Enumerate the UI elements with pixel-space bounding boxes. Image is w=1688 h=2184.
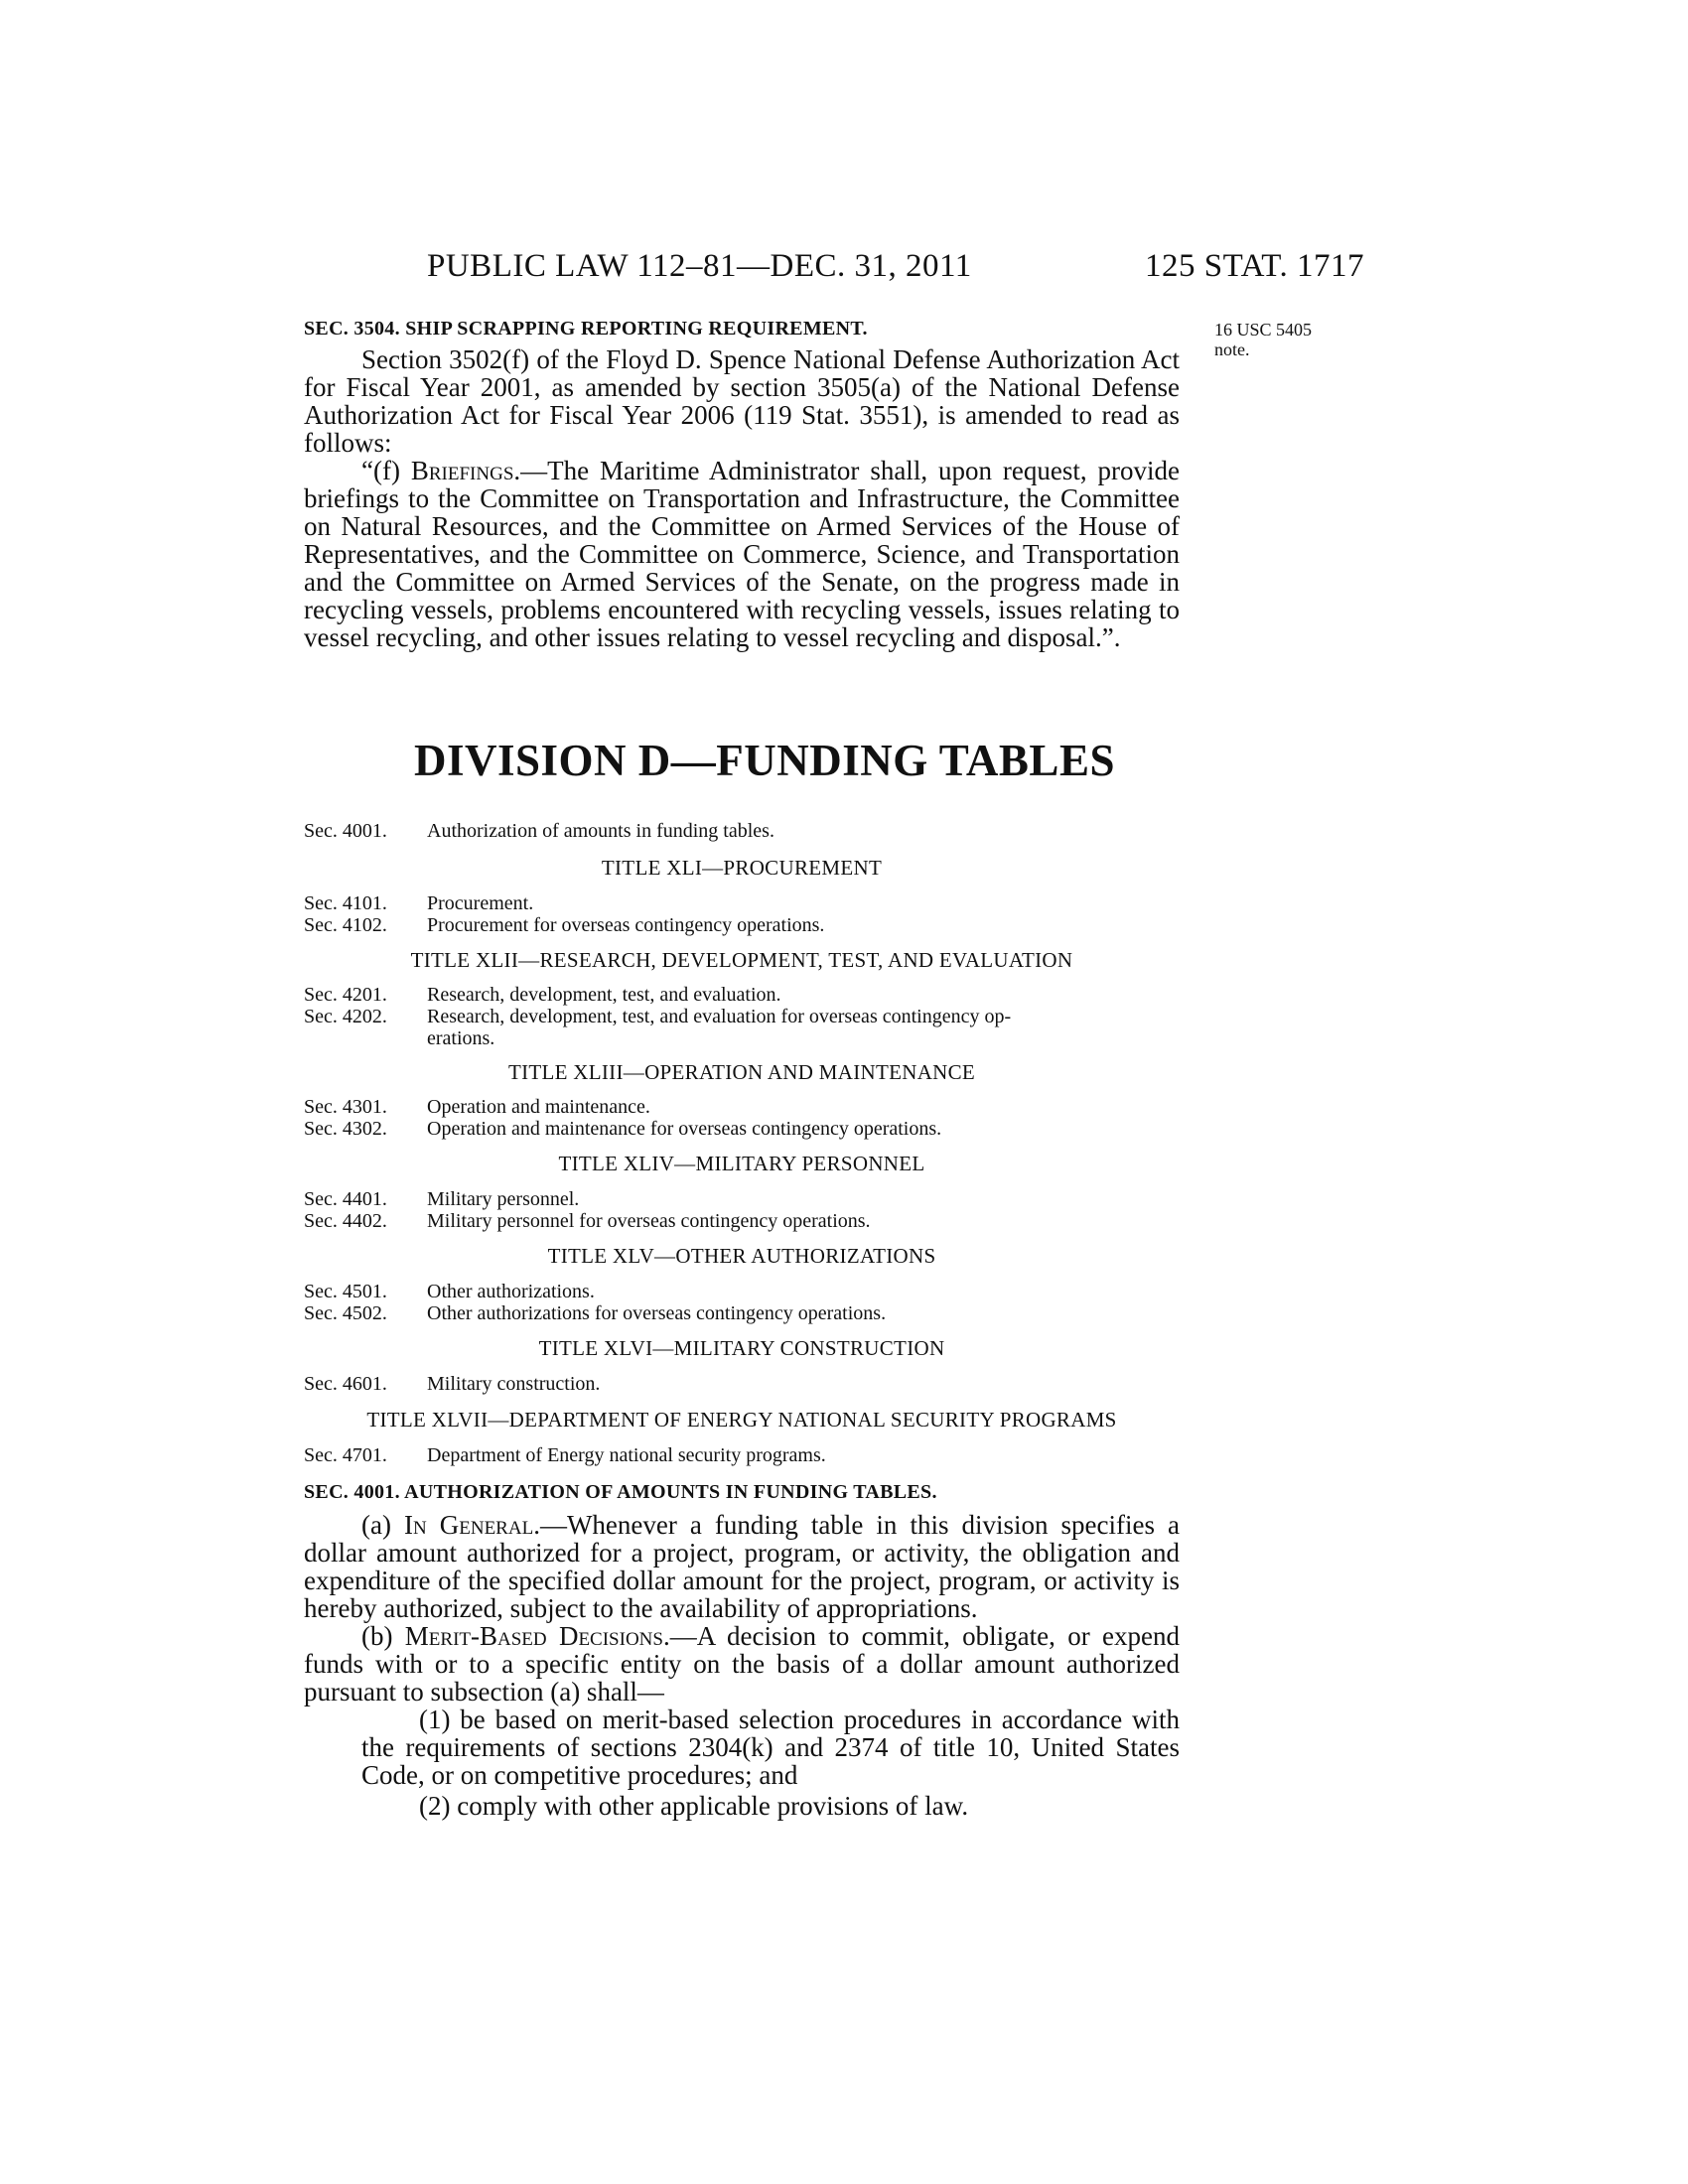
subsection-text: .—Whenever a funding table in this division specifies a dollar amount authorized for a project, program, or activity, the obligation and expenditure of the specified dollar amount for the project, program, or activity is hereby authorized, subject to the availability of appropriations. bbox=[304, 1510, 1181, 1623]
toc-group bbox=[304, 1281, 1197, 1324]
division-title: DIVISION D—FUNDING TABLES bbox=[414, 736, 1115, 785]
subsection-lead: (a) bbox=[361, 1510, 404, 1540]
subsection-lead: (b) bbox=[361, 1621, 405, 1651]
paragraph-text: .—The Maritime Administrator shall, upon request, provide briefings to the Committee on Transportation and Infrastructure, the Committee on Natural Resources, and the Committee on Armed Services of the House of Representatives, and the Committee on Commerce, Science, and Transportation and the Committee on Armed Services of the Senate, on the progress made in recycling vessels, problems encountered with recycling vessels, issues relating to vessel recycling, and other issues relating to vessel recycling and disposal.”. bbox=[304, 456, 1180, 652]
toc-title-heading: TITLE XLII—RESEARCH, DEVELOPMENT, TEST, AND EVALUATION bbox=[410, 948, 1073, 972]
toc-group bbox=[304, 1096, 1197, 1140]
subsection-caption: Merit-Based Decisions bbox=[404, 1621, 663, 1651]
toc-section-number: Sec. 4701. bbox=[304, 1444, 387, 1466]
paragraph-caption: Briefings bbox=[410, 456, 514, 485]
toc-section-title: Operation and maintenance. bbox=[427, 1096, 650, 1118]
section-heading: SEC. 4001. AUTHORIZATION OF AMOUNTS IN FUNDING TABLES. bbox=[304, 1481, 937, 1503]
toc-section-title: Other authorizations for overseas contingency operations. bbox=[427, 1302, 887, 1324]
toc-section-title-continued: erations. bbox=[427, 1027, 495, 1049]
margin-note-citation: 16 USC 5405 bbox=[1214, 320, 1313, 340]
toc-section-number: Sec. 4202. bbox=[304, 1006, 387, 1027]
toc-title-heading: TITLE XLVII—DEPARTMENT OF ENERGY NATIONAL SECURITY PROGRAMS bbox=[366, 1408, 1117, 1432]
toc-section-title: Research, development, test, and evaluation for overseas contingency op- bbox=[427, 1006, 1012, 1027]
toc-section-title: Operation and maintenance for overseas contingency operations. bbox=[427, 1118, 942, 1140]
toc-group bbox=[304, 1444, 1197, 1466]
running-header: PUBLIC LAW 112–81—DEC. 31, 2011 bbox=[427, 248, 972, 284]
toc-section-number: Sec. 4502. bbox=[304, 1302, 387, 1324]
toc-section-title: Authorization of amounts in funding tables. bbox=[427, 820, 774, 842]
section-heading: SEC. 3504. SHIP SCRAPPING REPORTING REQUIREMENT. bbox=[304, 318, 868, 340]
toc-section-title: Military construction. bbox=[427, 1373, 601, 1395]
toc-section-number: Sec. 4102. bbox=[304, 914, 387, 936]
toc-section-title: Research, development, test, and evaluation. bbox=[427, 984, 781, 1006]
paragraph-2: (2) comply with other applicable provisions of law. bbox=[419, 1791, 969, 1821]
toc-section-number: Sec. 4101. bbox=[304, 892, 387, 914]
toc-section-number: Sec. 4001. bbox=[304, 820, 387, 842]
section-3504 bbox=[304, 318, 1180, 651]
toc-group bbox=[304, 1373, 1197, 1395]
toc-section-number: Sec. 4402. bbox=[304, 1210, 387, 1232]
toc-group bbox=[304, 1188, 1197, 1232]
toc-title-heading: TITLE XLI—PROCUREMENT bbox=[601, 856, 883, 880]
paragraph-lead: “(f) bbox=[361, 456, 411, 485]
division-title-row bbox=[0, 735, 1688, 786]
margin-note-label: note. bbox=[1214, 340, 1250, 359]
quoted-paragraph bbox=[304, 457, 1180, 651]
toc-section-number: Sec. 4601. bbox=[304, 1373, 387, 1395]
subsection-b bbox=[304, 1622, 1180, 1706]
toc-section-number: Sec. 4401. bbox=[304, 1188, 387, 1210]
toc-section-number: Sec. 4301. bbox=[304, 1096, 387, 1118]
toc-title-heading: TITLE XLV—OTHER AUTHORIZATIONS bbox=[547, 1244, 936, 1268]
toc-group bbox=[304, 892, 1197, 936]
toc-section-number: Sec. 4501. bbox=[304, 1281, 387, 1302]
toc-section-number: Sec. 4302. bbox=[304, 1118, 387, 1140]
toc-section-title: Military personnel for overseas contingency operations. bbox=[427, 1210, 871, 1232]
toc-title-heading: TITLE XLIII—OPERATION AND MAINTENANCE bbox=[507, 1060, 976, 1084]
subsection-text: .—A decision to commit, obligate, or expend funds with or to a specific entity on the basis of a dollar amount authorized pursuant to subsection (a) shall— bbox=[304, 1621, 1180, 1706]
toc-section-title: Other authorizations. bbox=[427, 1281, 595, 1302]
toc-section-title: Procurement. bbox=[427, 892, 534, 914]
toc-section-title: Department of Energy national security programs. bbox=[427, 1444, 826, 1466]
toc-section-title: Procurement for overseas contingency operations. bbox=[427, 914, 825, 936]
subsection-caption: In General bbox=[404, 1510, 534, 1540]
paragraph-1: (1) be based on merit-based selection procedures in accordance with the requirements of sections 2304(k) and 2374 of title 10, United States Code, or on competitive procedures; and bbox=[361, 1705, 1180, 1790]
toc-group bbox=[304, 984, 1197, 1049]
toc-section-number: Sec. 4201. bbox=[304, 984, 387, 1006]
subsection-a bbox=[304, 1511, 1180, 1622]
toc-title-heading: TITLE XLVI—MILITARY CONSTRUCTION bbox=[538, 1336, 945, 1360]
section-4001 bbox=[304, 1481, 1180, 1820]
toc-entry bbox=[304, 820, 1197, 842]
margin-note bbox=[1214, 320, 1343, 359]
toc-section-title: Military personnel. bbox=[427, 1188, 580, 1210]
stat-page-number: 125 STAT. 1717 bbox=[1145, 248, 1365, 284]
toc-title-heading: TITLE XLIV—MILITARY PERSONNEL bbox=[558, 1152, 925, 1175]
section-paragraph: Section 3502(f) of the Floyd D. Spence National Defense Authorization Act for Fiscal Year 2001, as amended by section 3505(a) of the National Defense Authorization Act for Fiscal Year 2006 (119 Stat. 3551), is amended to read as follows: bbox=[304, 344, 1180, 458]
